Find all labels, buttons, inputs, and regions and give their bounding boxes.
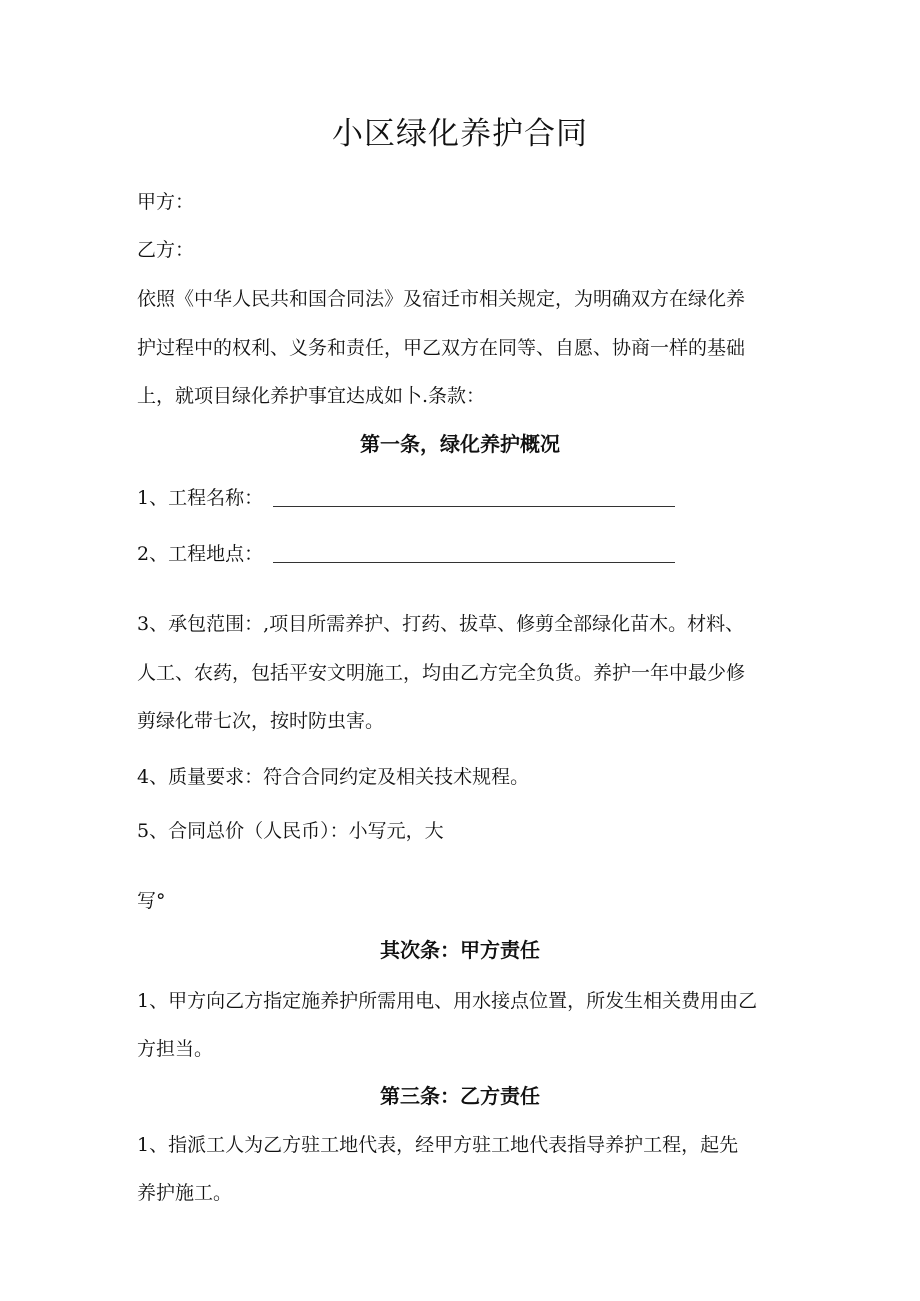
article-3-line-1: 1、指派工人为乙方驻工地代表，经甲方驻工地代表指导养护工程，起先	[137, 1134, 739, 1156]
article-1-heading: 第一条，绿化养护概况	[360, 432, 560, 456]
article-2-heading: 其次条：甲方责任	[380, 938, 540, 962]
project-name-label: 1、工程名称：	[137, 487, 264, 509]
price-line-cont: 写°	[137, 890, 166, 912]
party-b-line: 乙方：	[137, 239, 195, 261]
scope-line-1: 3、承包范围：,项目所需养护、打药、拔草、修剪全部绿化苗木。材料、	[137, 613, 745, 635]
quality-line: 4、质量要求：符合合同约定及相关技术规程。	[137, 766, 530, 788]
party-a-line: 甲方：	[137, 191, 195, 213]
article-2-line-1: 1、甲方向乙方指定施养护所需用电、用水接点位置，所发生相关费用由乙	[137, 990, 758, 1012]
project-location-label: 2、工程地点：	[137, 543, 264, 565]
project-name-blank	[273, 506, 675, 507]
scope-line-3: 剪绿化带七次，按时防虫害。	[137, 710, 385, 732]
intro-line-1: 依照《中华人民共和国合同法》及宿迁市相关规定，为明确双方在绿化养	[137, 288, 746, 310]
scope-line-2: 人工、农药，包括平安文明施工，均由乙方完全负货。养护一年中最少修	[137, 662, 746, 684]
project-location-blank	[273, 562, 675, 563]
intro-line-2: 护过程中的权利、义务和责任，甲乙双方在同等、自愿、协商一样的基础	[137, 337, 746, 359]
intro-line-3: 上，就项目绿化养护事宜达成如卜.条款：	[137, 385, 486, 407]
price-line: 5、合同总价（人民币）：小写元，大	[137, 820, 444, 842]
document-title: 小区绿化养护合同	[332, 116, 588, 152]
article-3-heading: 第三条：乙方责任	[380, 1084, 540, 1108]
article-3-line-2: 养护施工。	[137, 1182, 233, 1204]
article-2-line-2: 方担当。	[137, 1038, 214, 1060]
